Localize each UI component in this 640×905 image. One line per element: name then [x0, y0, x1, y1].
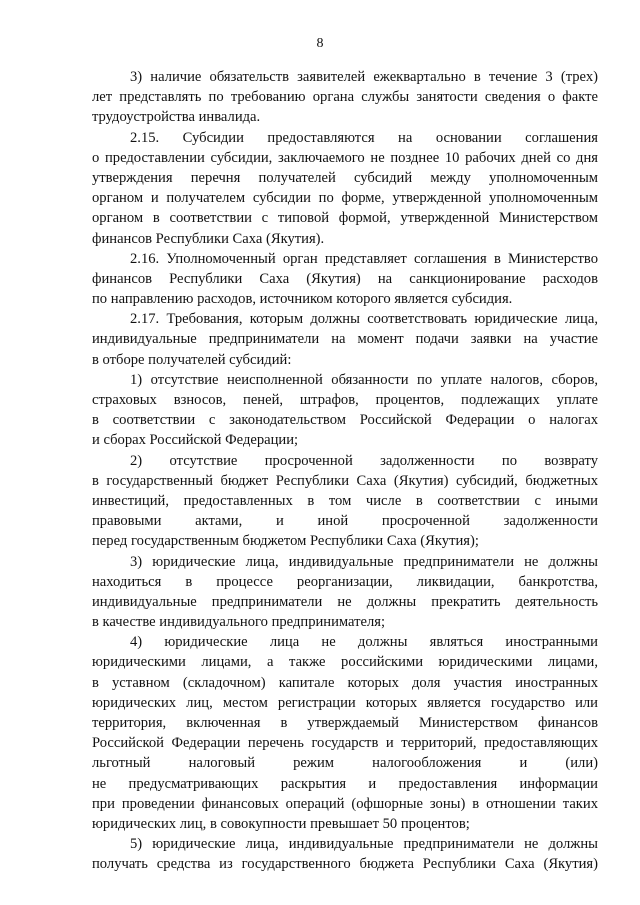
text-line: в качестве индивидуального предпринимателя; — [92, 614, 386, 631]
paragraph-2-15 — [92, 128, 598, 249]
text-line: 2.15. Субсидии предоставляются на основании соглашения — [130, 129, 598, 146]
text-line: находиться в процессе реорганизации, ликвидации, банкротства, — [92, 573, 598, 590]
text-line: финансов Республики Саха (Якутия). — [92, 230, 325, 247]
text-line: в уставном (складочном) капитале которых доля участия иностранных — [92, 674, 598, 691]
text-line: и сборах Российской Федерации; — [92, 432, 299, 449]
text-line: 5) юридические лица, индивидуальные предприниматели не должны — [130, 836, 598, 853]
text-line: получать средства из государственного бюджета Республики Саха (Якутия) — [92, 856, 598, 873]
text-line: трудоустройства инвалида. — [92, 109, 261, 126]
text-line: перед государственным бюджетом Республики Саха (Якутия); — [92, 533, 479, 550]
requirement-item-1 — [92, 370, 598, 451]
paragraph-item-3-employment-info — [92, 67, 598, 128]
text-line: 2.17. Требования, которым должны соответствовать юридические лица, — [130, 311, 598, 328]
text-line: 3) юридические лица, индивидуальные предприниматели не должны — [130, 553, 598, 570]
text-line: 2.16. Уполномоченный орган представляет соглашения в Министерство — [130, 250, 598, 267]
requirement-item-3 — [92, 552, 598, 633]
paragraph-2-17 — [92, 309, 598, 370]
requirement-item-4 — [92, 632, 598, 834]
text-line: инвестиций, предоставленных в том числе в соответствии с иными — [92, 492, 598, 509]
text-line: страховых взносов, пеней, штрафов, процентов, подлежащих уплате — [92, 392, 598, 408]
requirement-item-5 — [92, 834, 598, 874]
text-line: 3) наличие обязательств заявителей ежеквартально в течение 3 (трех) — [130, 69, 598, 85]
text-line: органом и получателем субсидии по форме, утвержденной уполномоченным — [92, 190, 598, 207]
text-line: индивидуальные предприниматели не должны прекратить деятельность — [92, 593, 598, 610]
text-line: при проведении финансовых операций (офшорные зоны) в отношении таких — [92, 795, 598, 812]
text-line: по направлению расходов, источником которого является субсидия. — [92, 291, 513, 308]
text-line: о предоставлении субсидии, заключаемого не позднее 10 рабочих дней со дня — [92, 149, 598, 166]
text-line: льготный налоговый режим налогообложения и (или) — [92, 755, 598, 772]
text-line: территория, включенная в утверждаемый Министерством финансов — [92, 715, 598, 731]
text-line: 2) отсутствие просроченной задолженности по возврату — [130, 452, 598, 469]
text-line: финансов Республики Саха (Якутия) на санкционирование расходов — [92, 270, 598, 287]
text-line: в соответствии с законодательством Российской Федерации о налогах — [92, 412, 598, 429]
text-line: Российской Федерации перечень государств и территорий, предоставляющих — [92, 735, 598, 752]
text-line: 4) юридические лица не должны являться иностранными — [130, 634, 598, 651]
text-line: органом в соответствии с типовой формой, утвержденной Министерством — [92, 210, 598, 227]
text-line: юридических лиц, местом регистрации которых является государство или — [92, 694, 598, 711]
text-line: не предусматривающих раскрытия и предоставления информации — [92, 775, 598, 792]
text-line: лет представлять по требованию органа службы занятости сведения о факте — [92, 89, 598, 106]
paragraph-2-16 — [92, 249, 598, 310]
text-line: утверждения перечня получателей субсидий между уполномоченным — [92, 169, 598, 186]
text-line: правовыми актами, и иной просроченной задолженности — [92, 513, 598, 530]
document-body — [92, 67, 598, 875]
text-line: юридических лиц, в совокупности превышает 50 процентов; — [92, 815, 470, 832]
page-number: 8 — [316, 36, 324, 51]
text-line: юридическими лицами, а также российскими юридическими лицами, — [92, 654, 598, 671]
text-line: в отборе получателей субсидий: — [92, 351, 292, 368]
text-line: индивидуальные предприниматели на момент подачи заявки на участие — [92, 331, 598, 348]
text-line: 1) отсутствие неисполненной обязанности по уплате налогов, сборов, — [130, 371, 598, 388]
text-line: в государственный бюджет Республики Саха (Якутия) субсидий, бюджетных — [92, 472, 598, 489]
requirement-item-2 — [92, 451, 598, 552]
